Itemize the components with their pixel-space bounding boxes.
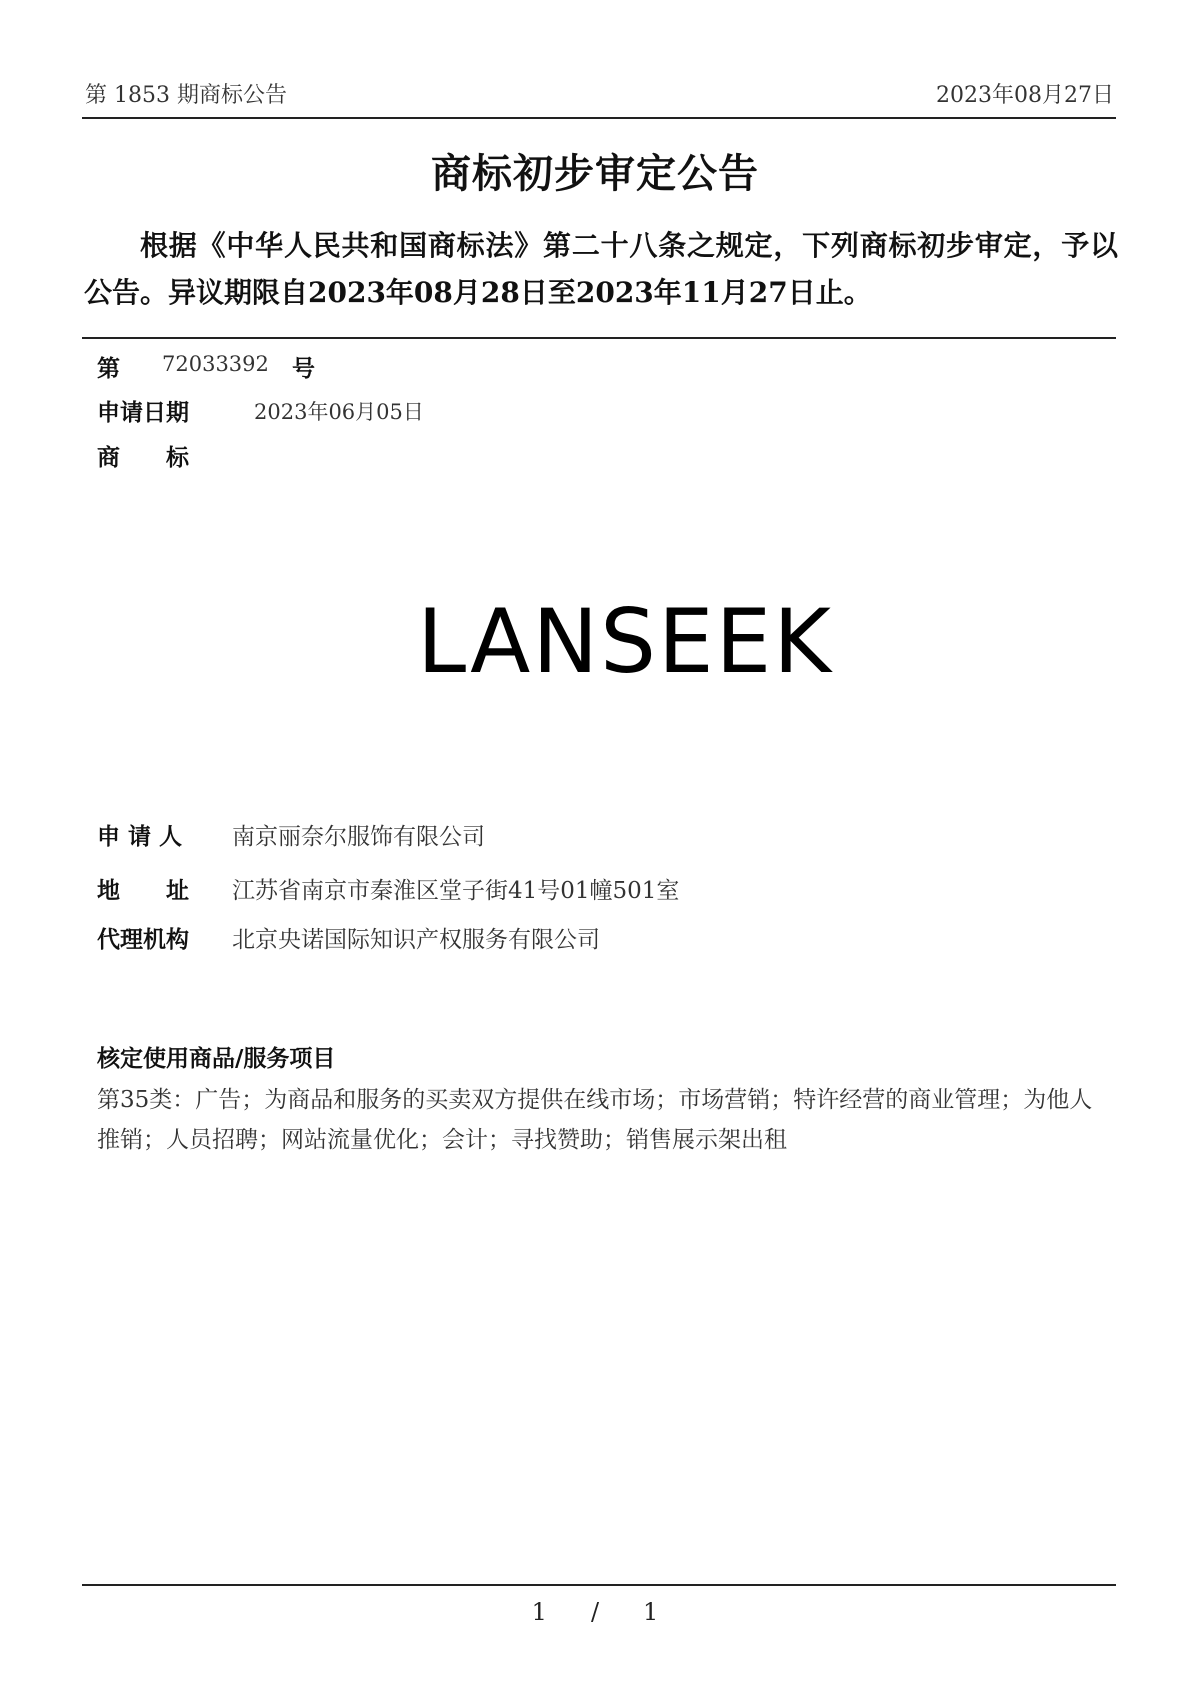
current-page: 1 — [531, 1598, 547, 1626]
issue-number: 第 1853 期商标公告 — [85, 83, 287, 108]
issue-date: 2023年08月27日 — [936, 83, 1114, 108]
application-date-label: 申请日期 — [97, 400, 189, 426]
seq-prefix: 第 — [97, 356, 120, 382]
goods-services-label: 核定使用商品/服务项目 — [97, 1046, 336, 1072]
header-divider — [82, 117, 1116, 119]
section-divider — [82, 337, 1116, 339]
seq-suffix: 号 — [292, 356, 315, 382]
trademark-wordmark: LANSEEK — [417, 590, 833, 693]
trademark-label — [97, 439, 189, 472]
goods-services-value: 第35类：广告；为商品和服务的买卖双方提供在线市场；市场营销；特许经营的商业管理；为他人推销；人员招聘；网站流量优化；会计；寻找赞助；销售展示架出租 — [97, 1087, 1093, 1153]
applicant-value: 南京丽奈尔服饰有限公司 — [232, 824, 485, 850]
announcement-intro: 根据《中华人民共和国商标法》第二十八条之规定，下列商标初步审定，予以公告。异议期限自2023年08月28日至2023年11月27日止。 — [84, 229, 1118, 309]
address-label: 地 址 — [97, 878, 189, 904]
page-separator: / — [590, 1598, 600, 1626]
trademark-label-char-1: 商 — [97, 445, 120, 471]
trademark-label-char-2: 标 — [166, 445, 189, 471]
agent-label: 代理机构 — [97, 927, 189, 953]
page-indicator — [0, 1598, 1190, 1626]
applicant-label: 申 请 人 — [97, 824, 183, 850]
footer-divider — [82, 1584, 1116, 1586]
total-pages: 1 — [643, 1598, 659, 1626]
registration-number: 72033392 — [162, 352, 269, 376]
address-value: 江苏省南京市秦淮区堂子街41号01幢501室 — [232, 878, 680, 904]
page-title: 商标初步审定公告 — [431, 150, 759, 197]
agent-value: 北京央诺国际知识产权服务有限公司 — [232, 927, 600, 953]
application-date-value: 2023年06月05日 — [254, 400, 424, 424]
